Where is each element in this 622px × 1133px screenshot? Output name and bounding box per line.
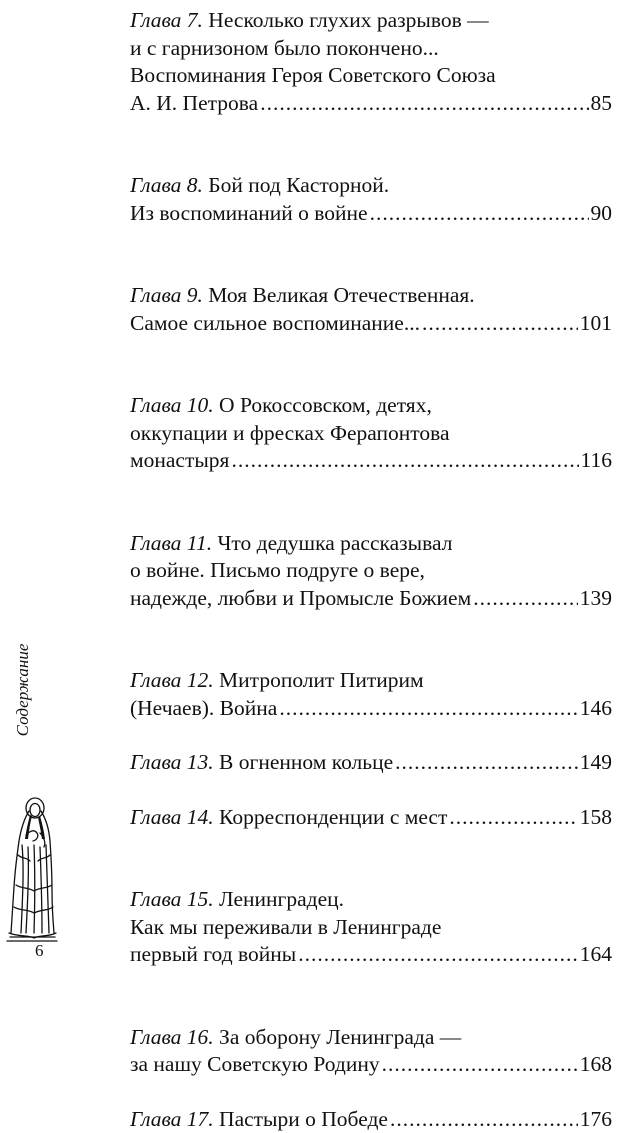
toc-line-text [130,695,277,723]
toc-page-number: 176 [580,1106,612,1133]
toc-line [130,62,612,90]
toc-line-text [130,749,393,777]
chapter-label: Глава 15. [130,887,214,911]
toc-line-text [130,1106,388,1133]
chapter-title-line: Моя Великая Отечественная. [208,283,474,307]
toc-entry [130,530,612,613]
chapter-title-line: о войне. Письмо подруге о вере, [130,558,425,582]
chapter-title-line: Корреспонденции с мест [219,805,447,829]
toc-entry [130,172,612,227]
chapter-title-line: Самое сильное воспоминание... [130,311,420,335]
chapter-label: Глава 14. [130,805,214,829]
toc-line-text [130,941,296,969]
chapter-title-line: Из воспоминаний о войне [130,201,368,225]
chapter-title-line: В огненном кольце [219,750,393,774]
toc-entry [130,667,612,722]
toc-entry [130,886,612,969]
toc-line-with-page [130,695,612,723]
chapter-title-line: Пастыри о Победе [219,1107,388,1131]
toc-line-with-page [130,447,612,475]
dot-leader [390,1106,578,1133]
dot-leader [382,1051,578,1079]
dot-leader [279,695,577,723]
toc-line-with-page [130,310,612,338]
chapter-title-line: надежде, любви и Промысле Божием [130,586,471,610]
toc-page-number: 158 [580,804,612,832]
toc-line-with-page [130,749,612,777]
toc-line-text [130,310,420,338]
toc-entry [130,1024,612,1079]
chapter-title-line: (Нечаев). Война [130,696,277,720]
toc-line-text [130,90,258,118]
chapter-label: Глава 17. [130,1107,214,1131]
chapter-title-line: Бой под Касторной. [208,173,389,197]
chapter-label: Глава 9. [130,283,203,307]
toc-line [130,1024,612,1052]
toc-page-number: 85 [591,90,613,118]
chapter-title-line: Как мы переживали в Ленинграде [130,915,441,939]
chapter-label: Глава 16. [130,1025,214,1049]
chapter-title-line: монастыря [130,448,229,472]
toc-line-text [130,200,368,228]
toc-line-text [130,1051,380,1079]
toc-entry [130,282,612,337]
chapter-title-line: Воспоминания Героя Советского Союза [130,63,496,87]
toc-entry [130,804,612,832]
chapter-title-line: и с гарнизоном было покончено... [130,36,439,60]
toc-line-with-page [130,90,612,118]
toc-line [130,35,612,63]
chapter-title-line: А. И. Петрова [130,91,258,115]
chapter-label: Глава 7. [130,8,203,32]
chapter-title-line: О Рокоссовском, детях, [219,393,432,417]
chapter-title-line: Несколько глухих разрывов — [208,8,488,32]
dot-leader [422,310,578,338]
chapter-label: Глава 11. [130,531,212,555]
chapter-title-line: Митрополит Питирим [219,668,424,692]
toc-line-with-page [130,804,612,832]
chapter-title-line: Ленинградец. [219,887,344,911]
toc-line-with-page [130,1106,612,1133]
toc-line-with-page [130,941,612,969]
toc-entry [130,749,612,777]
toc-line [130,282,612,310]
table-of-contents [130,7,612,1133]
toc-line [130,172,612,200]
toc-line-with-page [130,200,612,228]
chapter-label: Глава 8. [130,173,203,197]
toc-page-number: 116 [581,447,612,475]
toc-line-with-page [130,1051,612,1079]
toc-entry [130,392,612,475]
toc-page-number: 90 [591,200,613,228]
toc-page-number: 101 [580,310,612,338]
chapter-title-line: за нашу Советскую Родину [130,1052,380,1076]
toc-line-text [130,447,229,475]
toc-line-with-page [130,585,612,613]
dot-leader [231,447,578,475]
toc-line-text [130,804,447,832]
toc-page-number: 168 [580,1051,612,1079]
toc-line [130,7,612,35]
toc-line [130,886,612,914]
dot-leader [370,200,589,228]
dot-leader [298,941,578,969]
toc-page-number: 146 [580,695,612,723]
toc-line [130,530,612,558]
chapter-title-line: оккупации и фресках Ферапонтова [130,421,450,445]
toc-line [130,420,612,448]
toc-line-text [130,585,471,613]
chapter-title-line: Что дедушка рассказывал [217,531,452,555]
toc-page-number: 164 [580,941,612,969]
dot-leader [473,585,578,613]
dot-leader [260,90,588,118]
section-label: Содержание [13,644,33,737]
toc-entry [130,1106,612,1133]
toc-line [130,667,612,695]
toc-line [130,914,612,942]
chapter-label: Глава 12. [130,668,214,692]
dot-leader [449,804,577,832]
page-number: 6 [35,941,44,961]
chapter-label: Глава 13. [130,750,214,774]
chapter-label: Глава 10. [130,393,214,417]
toc-entry [130,7,612,117]
dot-leader [395,749,578,777]
chapter-title-line: первый год войны [130,942,296,966]
saint-icon [4,795,60,943]
toc-page-number: 149 [580,749,612,777]
toc-line [130,557,612,585]
toc-line [130,392,612,420]
chapter-title-line: За оборону Ленинграда — [219,1025,461,1049]
toc-page-number: 139 [580,585,612,613]
